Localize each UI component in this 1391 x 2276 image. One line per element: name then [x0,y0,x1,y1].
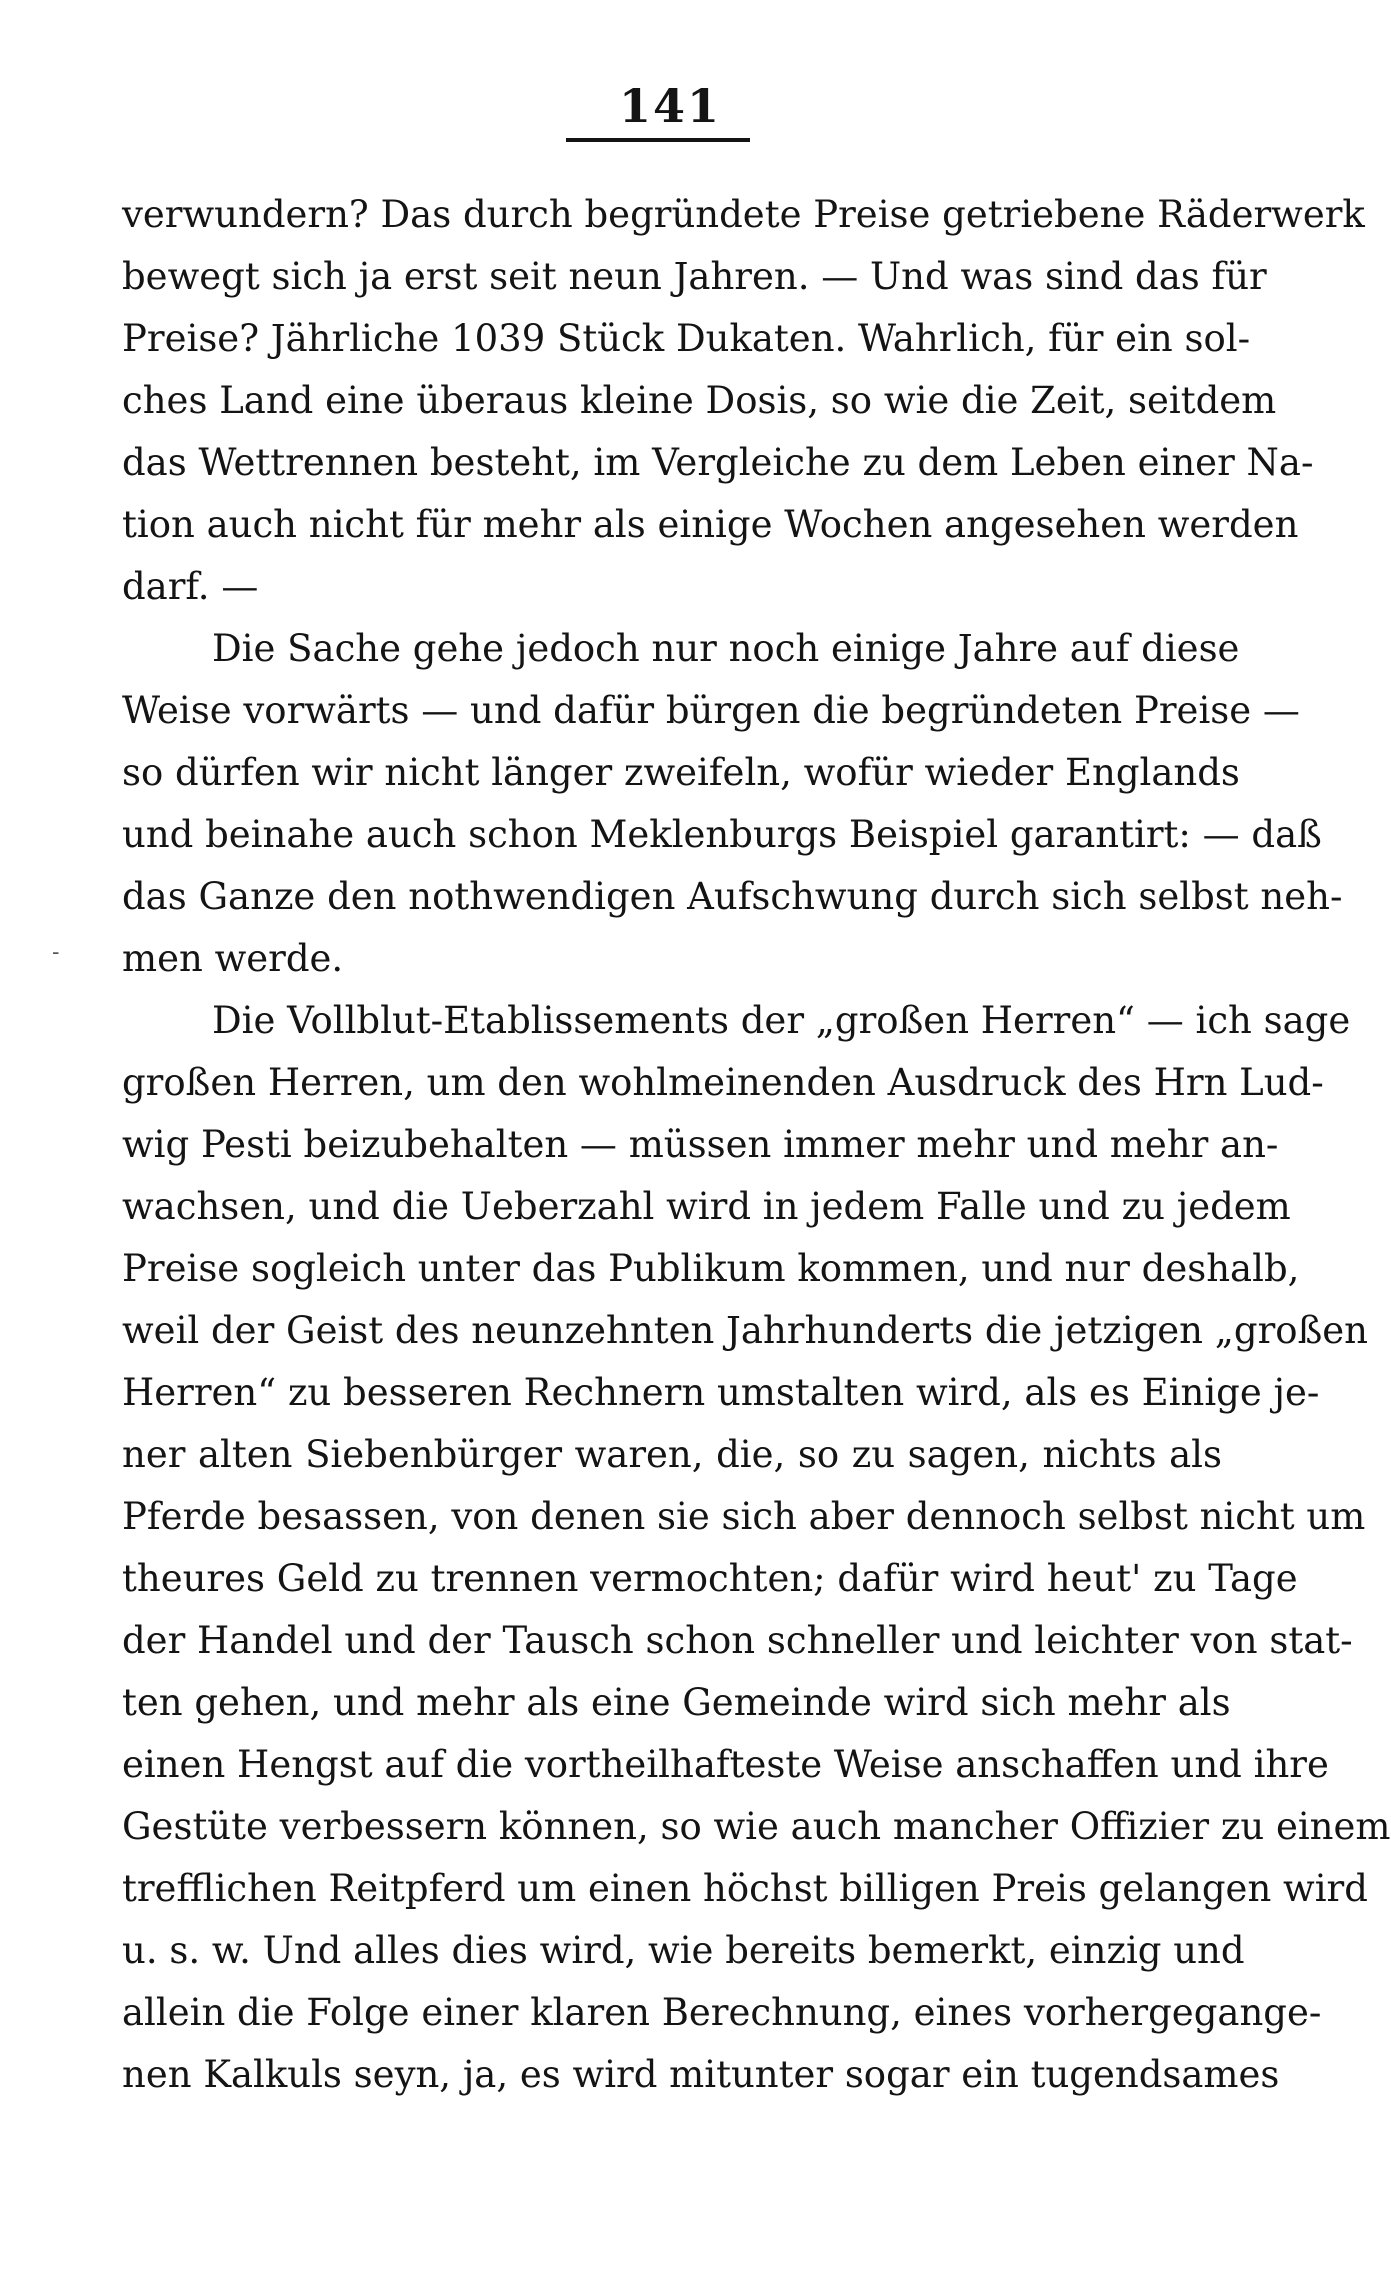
text-line: nen Kalkuls seyn, ja, es wird mitunter sogar ein tugendsames [122,2053,1280,2096]
text-line: das Wettrennen besteht, im Vergleiche zu dem Leben einer Na- [122,441,1314,484]
text-line: darf. — [122,565,259,608]
text-line: wig Pesti beizubehalten — müssen immer mehr und mehr an- [122,1123,1279,1166]
text-line: bewegt sich ja erst seit neun Jahren. — Und was sind das für [122,255,1267,298]
text-line: Gestüte verbessern können, so wie auch mancher Offizier zu einem [122,1805,1391,1848]
text-line: ches Land eine überaus kleine Dosis, so wie die Zeit, seitdem [122,379,1277,422]
text-line: Herren“ zu besseren Rechnern umstalten wird, als es Einige je- [122,1371,1320,1414]
text-line: Preise sogleich unter das Publikum kommen, und nur deshalb, [122,1247,1300,1290]
text-line: verwundern? Das durch begründete Preise getriebene Räderwerk [122,193,1365,236]
text-line: men werde. [122,937,344,980]
text-line: theures Geld zu trennen vermochten; dafür wird heut' zu Tage [122,1557,1298,1600]
text-line: weil der Geist des neunzehnten Jahrhunderts die jetzigen „großen [122,1309,1369,1352]
text-line: einen Hengst auf die vortheilhafteste Weise anschaffen und ihre [122,1743,1329,1786]
text-line: wachsen, und die Ueberzahl wird in jedem Falle und zu jedem [122,1185,1291,1228]
text-line: allein die Folge einer klaren Berechnung, eines vorhergegange- [122,1991,1322,2034]
margin-mark: - [52,940,60,965]
paragraph-first-line: Die Vollblut-Etablissements der „großen Herren“ — ich sage [212,999,1351,1042]
text-line: Weise vorwärts — und dafür bürgen die begründeten Preise — [122,689,1300,732]
text-line: das Ganze den nothwendigen Aufschwung durch sich selbst neh- [122,875,1343,918]
text-line: ten gehen, und mehr als eine Gemeinde wird sich mehr als [122,1681,1231,1724]
paragraph-first-line: Die Sache gehe jedoch nur noch einige Jahre auf diese [212,627,1240,670]
text-line: so dürfen wir nicht länger zweifeln, wofür wieder Englands [122,751,1240,794]
page-number: 141 [618,79,722,133]
header-rule [566,138,750,142]
text-line: und beinahe auch schon Meklenburgs Beispiel garantirt: — daß [122,813,1322,856]
text-line: großen Herren, um den wohlmeinenden Ausdruck des Hrn Lud- [122,1061,1324,1104]
text-line: tion auch nicht für mehr als einige Wochen angesehen werden [122,503,1299,546]
text-line: der Handel und der Tausch schon schneller und leichter von stat- [122,1619,1353,1662]
text-line: Pferde besassen, von denen sie sich aber dennoch selbst nicht um [122,1495,1366,1538]
text-line: ner alten Siebenbürger waren, die, so zu sagen, nichts als [122,1433,1222,1476]
text-line: Preise? Jährliche 1039 Stück Dukaten. Wahrlich, für ein sol- [122,317,1251,360]
text-line: trefflichen Reitpferd um einen höchst billigen Preis gelangen wird [122,1867,1368,1910]
text-line: u. s. w. Und alles dies wird, wie bereits bemerkt, einzig und [122,1929,1245,1972]
